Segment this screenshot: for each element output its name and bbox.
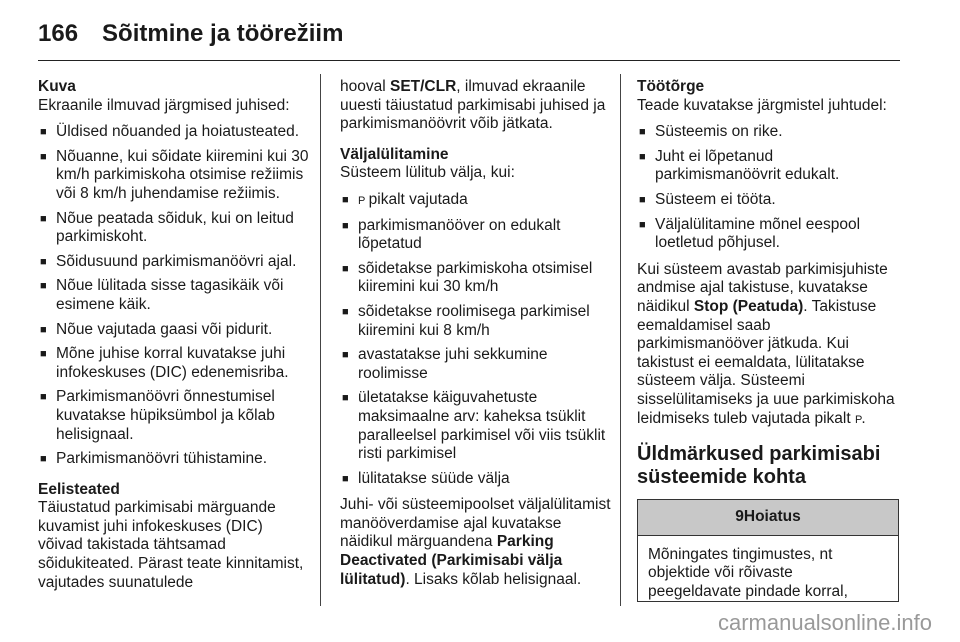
page-title: Sõitmine ja töörežiim: [102, 20, 344, 47]
instruction-list: [38, 123, 310, 469]
heading-tootorge: Töötõrge: [637, 78, 705, 95]
list-item: ■ parkimismanööver on edukalt lõpetatud: [340, 217, 612, 254]
paragraph: Teade kuvatakse järgmistel juhtudel:: [637, 96, 887, 114]
parking-assist-icon: P: [358, 194, 365, 207]
list-item: ■ Parkimismanöövri õnnestumisel kuvatakse hüpiksümbol ja kõlab helisignaal.: [38, 388, 310, 444]
paragraph: Ekraanile ilmuvad järgmised juhised:: [38, 96, 290, 114]
heading-valjalulitamine: Väljalülitamine: [340, 145, 449, 163]
text: . Takistuse eemaldamisel saab parkimismanööver jätkuda. Kui takistust ei eemaldata, lülitatakse süsteem välja. Süsteemi sisselülitamiseks ja uue parkimiskoha leidmiseks tuleb vajutada pikalt: [637, 297, 895, 427]
list-item: ■ Süsteem ei tööta.: [637, 191, 899, 210]
header-rule: [38, 60, 900, 61]
watermark: carmanualsonline.info: [717, 610, 932, 635]
set-clr-label: SET/CLR: [389, 78, 457, 95]
parking-deactivated-label: Parking Deactivated (Parkimisabi välja lülitatud): [340, 533, 563, 588]
section-title: Üldmärkused parkimisabi süsteemide kohta: [637, 443, 881, 489]
list-item: ■ Nõuanne, kui sõidate kiiremini kui 30 km/h parkimiskoha otsimise režiimis või 8 km/h juhendamise režiimis.: [38, 148, 310, 204]
shutdown-list: [340, 191, 612, 488]
paragraph: Täiustatud parkimisabi märguande kuvamist juhi infokeskuses (DIC) võivad takistada tähtsamad sõidukiteated. Pärast teate kinnitamist, vajutades suunatulede: [38, 499, 304, 591]
paragraph: [340, 78, 612, 134]
list-item: ■ avastatakse juhi sekkumine roolimisse: [340, 346, 612, 383]
text: . Lisaks kõlab helisignaal.: [405, 570, 582, 588]
paragraph: Süsteem lülitub välja, kui:: [340, 164, 515, 182]
list-item: [340, 191, 612, 211]
column-divider: [320, 74, 321, 606]
text: Kui süsteem avastab parkimisjuhiste andmise ajal takistuse, kuvatakse näidikul: [637, 260, 888, 315]
list-item: ■ Väljalülitamine mõnel eespool loetletud põhjusel.: [637, 216, 899, 253]
warning-box: [637, 499, 899, 602]
list-item: ■ Nõue peatada sõiduk, kui on leitud parkimiskoht.: [38, 210, 310, 247]
text: Juhi- või süsteemipoolset väljalülitamist manööverdamise ajal kuvatakse näidikul märguandena: [340, 496, 611, 551]
column-divider: [620, 74, 621, 606]
list-item: ■ Nõue lülitada sisse tagasikäik või esimene käik.: [38, 277, 310, 314]
list-item: ■ Parkimismanöövri tühistamine.: [38, 450, 310, 469]
heading-kuva: Kuva: [38, 78, 76, 95]
list-item: ■ Mõne juhise korral kuvatakse juhi infokeskuses (DIC) edenemisriba.: [38, 345, 310, 382]
fault-list: [637, 123, 899, 253]
parking-assist-icon: P: [854, 413, 862, 426]
list-item: ■ Süsteemis on rike.: [637, 123, 899, 142]
text: hooval: [340, 78, 390, 95]
list-item: ■ Sõidusuund parkimismanöövri ajal.: [38, 253, 310, 272]
warning-text: Mõningates tingimustes, nt objektide või rõivaste peegeldavate pindade korral,: [648, 545, 848, 600]
list-item: ■ lülitatakse süüde välja: [340, 470, 612, 489]
paragraph: [340, 496, 612, 589]
list-item: ■ Üldised nõuanded ja hoiatusteated.: [38, 123, 310, 142]
text: .: [861, 409, 866, 427]
list-item: ■ sõidetakse parkimiskoha otsimisel kiiremini kui 30 km/h: [340, 260, 612, 297]
warning-icon: 9: [735, 508, 744, 526]
list-item: ■ Juht ei lõpetanud parkimismanöövrit edukalt.: [637, 148, 899, 185]
list-item: ■ ületatakse käiguvahetuste maksimaalne arv: kaheksa tsüklit paralleelsel parkimisel või viis tsüklit risti parkimisel: [340, 389, 612, 463]
stop-label: Stop (Peatuda): [693, 297, 804, 315]
paragraph: [637, 261, 899, 429]
page-header: [38, 14, 343, 54]
text: , ilmuvad ekraanile uuesti täiustatud parkimisabi juhised ja parkimismanöövrit võib jätkata.: [340, 78, 606, 133]
page-number: 166: [38, 20, 79, 47]
text: pikalt vajutada: [364, 190, 468, 208]
column-1: [38, 78, 310, 600]
column-3: [637, 78, 899, 602]
warning-header: [638, 500, 898, 536]
column-2: [340, 78, 612, 597]
heading-eelisteated: Eelisteated: [38, 480, 120, 498]
list-item: ■ sõidetakse roolimisega parkimisel kiiremini kui 8 km/h: [340, 303, 612, 340]
warning-title: Hoiatus: [743, 508, 801, 526]
list-item: ■ Nõue vajutada gaasi või pidurit.: [38, 321, 310, 340]
